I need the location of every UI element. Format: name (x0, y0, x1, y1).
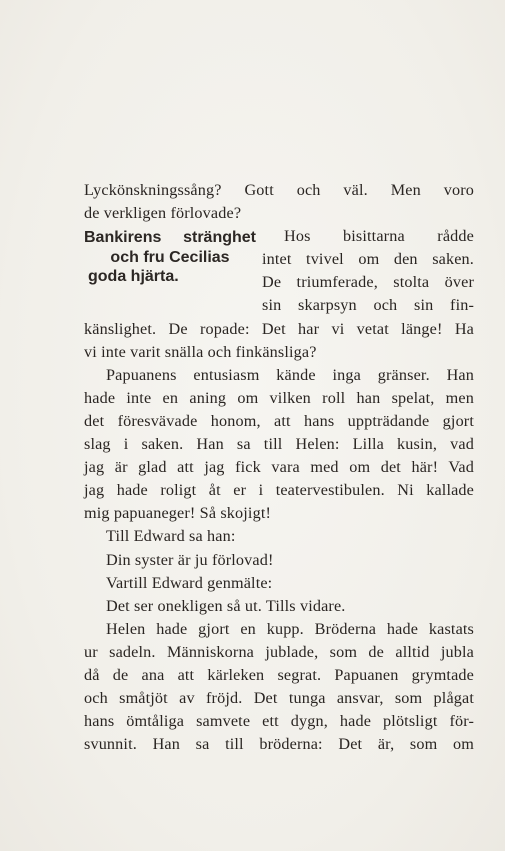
text-line: Vartill Edward genmälte: (106, 573, 273, 592)
intro-line-2: de verkligen förlovade? (84, 204, 242, 223)
text-line: och småtjöt av fröjd. Det tunga ansvar, som plågat (84, 689, 474, 708)
text-line: hade inte en aning om vilken roll han spelat, men (84, 388, 474, 407)
body-paragraphs (84, 318, 474, 757)
text-line: mig papuaneger! Så skojigt! (84, 504, 272, 523)
text-line: Det ser onekligen så ut. Tills vidare. (106, 596, 346, 615)
text-line: svunnit. Han sa till bröderna: Det är, som om (84, 735, 474, 754)
text-line: det föresvävade honom, att hans uppträdande gjort (84, 411, 474, 430)
text-line: då de ana att kärleken segrat. Papuanen grymtade (84, 665, 474, 684)
subheading-row (84, 225, 474, 317)
text-line: jag är glad att jag fick vara med om det här! Vad (84, 458, 474, 477)
text-line: jag hade roligt åt er i teatervestibulen. Ni kallade (84, 481, 474, 500)
text-line: vi inte varit snälla och finkänsliga? (84, 342, 317, 361)
subheading-line-1: Bankirens stränghet (84, 229, 256, 247)
text-line: hans ömtåliga samvete ett dygn, hade plötsligt för- (84, 712, 474, 731)
side-line-4: sin skarpsyn och sin fin- (262, 296, 474, 315)
text-line: Papuanens entusiasm kände inga gränser. Han (106, 365, 474, 384)
text-line: slag i saken. Han sa till Helen: Lilla kusin, vad (84, 435, 474, 454)
text-line: ur sadeln. Människorna jublade, som de alltid jubla (84, 642, 474, 661)
text-line: Din syster är ju förlovad! (106, 550, 274, 569)
text-line: Till Edward sa han: (106, 527, 236, 546)
subheading-line-2: och fru Cecilias (110, 248, 230, 266)
subheading-line-3: goda hjärta. (88, 268, 179, 286)
text-line: känslighet. De ropade: Det har vi vetat länge! Ha (84, 319, 474, 338)
side-line-2: intet tvivel om den saken. (262, 250, 474, 269)
text-line: Helen hade gjort en kupp. Bröderna hade kastats (106, 619, 474, 638)
side-line-1: Hos bisittarna rådde (284, 227, 474, 246)
margin-subheading (84, 228, 256, 287)
page-text (84, 179, 474, 756)
side-text-column (262, 225, 474, 317)
intro-line-1: Lyckönskningssång? Gott och väl. Men voro (84, 181, 474, 199)
side-line-3: De triumferade, stolta över (262, 273, 474, 292)
